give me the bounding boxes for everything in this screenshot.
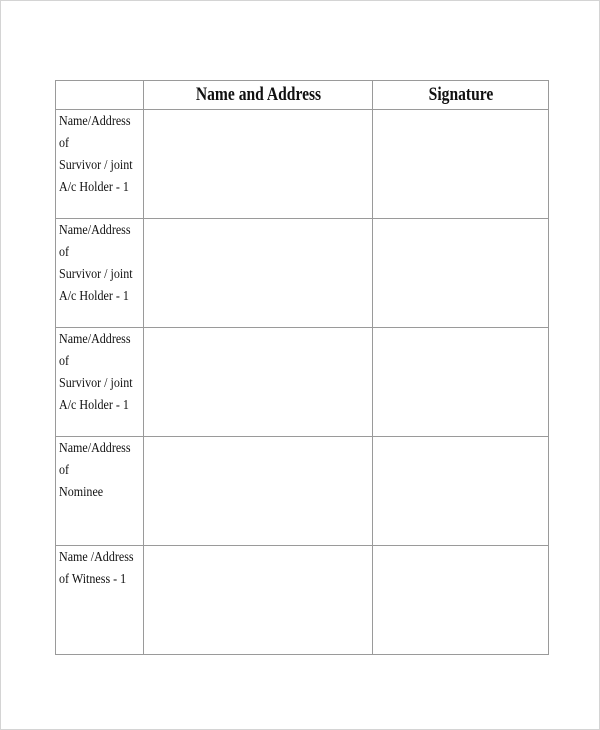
survivor-nominee-form-table [55,80,549,655]
signature-cell[interactable] [373,110,549,219]
table-row [56,546,549,655]
signature-cell[interactable] [373,437,549,546]
signature-cell[interactable] [373,546,549,655]
row-label-cell [56,546,144,655]
signature-cell[interactable] [373,219,549,328]
row-label: Name /Address of Witness - 1 [59,550,134,587]
name-and-address-cell[interactable] [144,546,373,655]
header-signature: Signature [388,81,532,110]
name-and-address-cell[interactable] [144,219,373,328]
row-label: Name/Address of Survivor / joint A/c Holder - 1 [59,114,133,195]
table-row [56,437,549,546]
row-label-cell [56,437,144,546]
row-label: Name/Address of Survivor / joint A/c Holder - 1 [59,332,133,413]
header-name-and-address: Name and Address [164,81,352,110]
row-label-cell [56,219,144,328]
row-label: Name/Address of Nominee [59,441,131,500]
row-label-cell [56,328,144,437]
table-row [56,328,549,437]
name-and-address-cell[interactable] [144,328,373,437]
table-row [56,219,549,328]
table-row [56,110,549,219]
row-label: Name/Address of Survivor / joint A/c Holder - 1 [59,223,133,304]
table-header-row [56,81,549,110]
signature-cell[interactable] [373,328,549,437]
name-and-address-cell[interactable] [144,437,373,546]
name-and-address-cell[interactable] [144,110,373,219]
header-corner-cell [56,81,144,110]
row-label-cell [56,110,144,219]
